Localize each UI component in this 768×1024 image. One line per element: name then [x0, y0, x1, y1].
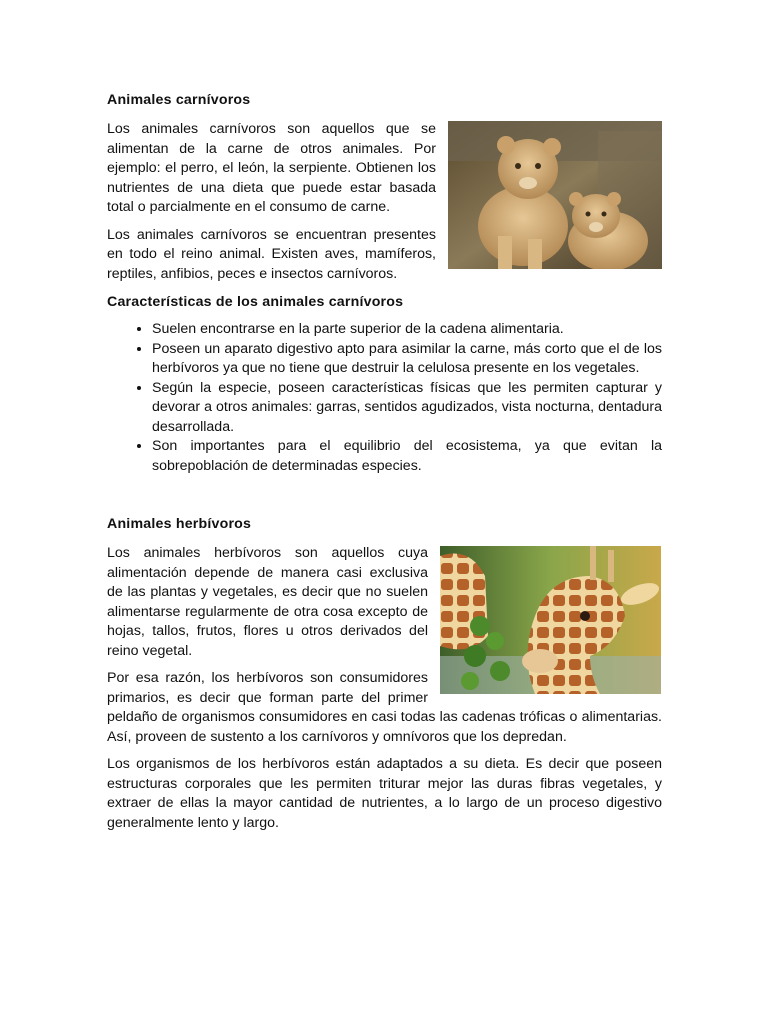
list-item: • Según la especie, poseen características físicas que les permiten capturar y devorar a otros animales: garras, sentidos agudizados, vista nocturna, dentadura desarrollada.: [152, 379, 662, 438]
caracteristicas-list: [107, 320, 662, 476]
list-item: • Son importantes para el equilibrio del ecosistema, ya que evitan la sobrepoblación de determinadas especies.: [152, 437, 662, 476]
herbivoros-paragraph-2: Por esa razón, los herbívoros son consumidores primarios, es decir que forman parte del primer peldaño de organismos consumidores en casi todas las cadenas tróficas o alimentarias. Así, proveen de sustento a los carnívoros y omnívoros que los depredan.: [107, 670, 662, 745]
subheading-caracteristicas: Características de los animales carnívoros: [107, 294, 404, 310]
list-item: • Poseen un aparato digestivo apto para asimilar la carne, más corto que el de los herbívoros ya que no tiene que destruir la celulosa presente en los vegetales.: [152, 340, 662, 379]
list-item: • Suelen encontrarse en la parte superior de la cadena alimentaria.: [152, 320, 662, 340]
carnivoros-paragraph-2: Los animales carnívoros se encuentran presentes en todo el reino animal. Existen aves, mamíferos, reptiles, anfibios, peces e insectos carnívoros.: [107, 226, 436, 282]
lion-cubs-photo-icon: [448, 121, 662, 269]
herbivoros-paragraph-1: Los animales herbívoros son aquellos cuya alimentación depende de manera casi exclusiva de las plantas y vegetales, es decir que no suelen alimentarse regularmente de otra cosa excepto de hojas, tallos, frutos, flores u otros derivados del reino vegetal.: [107, 545, 428, 659]
giraffes-photo-icon: [440, 546, 661, 694]
heading-carnivoros: Animales carnívoros: [107, 92, 251, 108]
herbivoros-paragraph-3: Los organismos de los herbívoros están adaptados a su dieta. Es decir que poseen estructuras corporales que les permiten triturar mejor las duras fibras vegetales, y extraer de ellas la mayor cantidad de nutrientes, a lo largo de un proceso digestivo generalmente lento y largo.: [107, 756, 662, 831]
document-body: [107, 90, 662, 833]
heading-herbivoros: Animales herbívoros: [107, 516, 252, 532]
carnivoros-paragraph-1: Los animales carnívoros son aquellos que se alimentan de la carne de otros animales. Por ejemplo: el perro, el león, la serpiente. Obtienen los nutrientes de una dieta que puede estar basada total o parcialmente en el consumo de carne.: [107, 121, 436, 215]
